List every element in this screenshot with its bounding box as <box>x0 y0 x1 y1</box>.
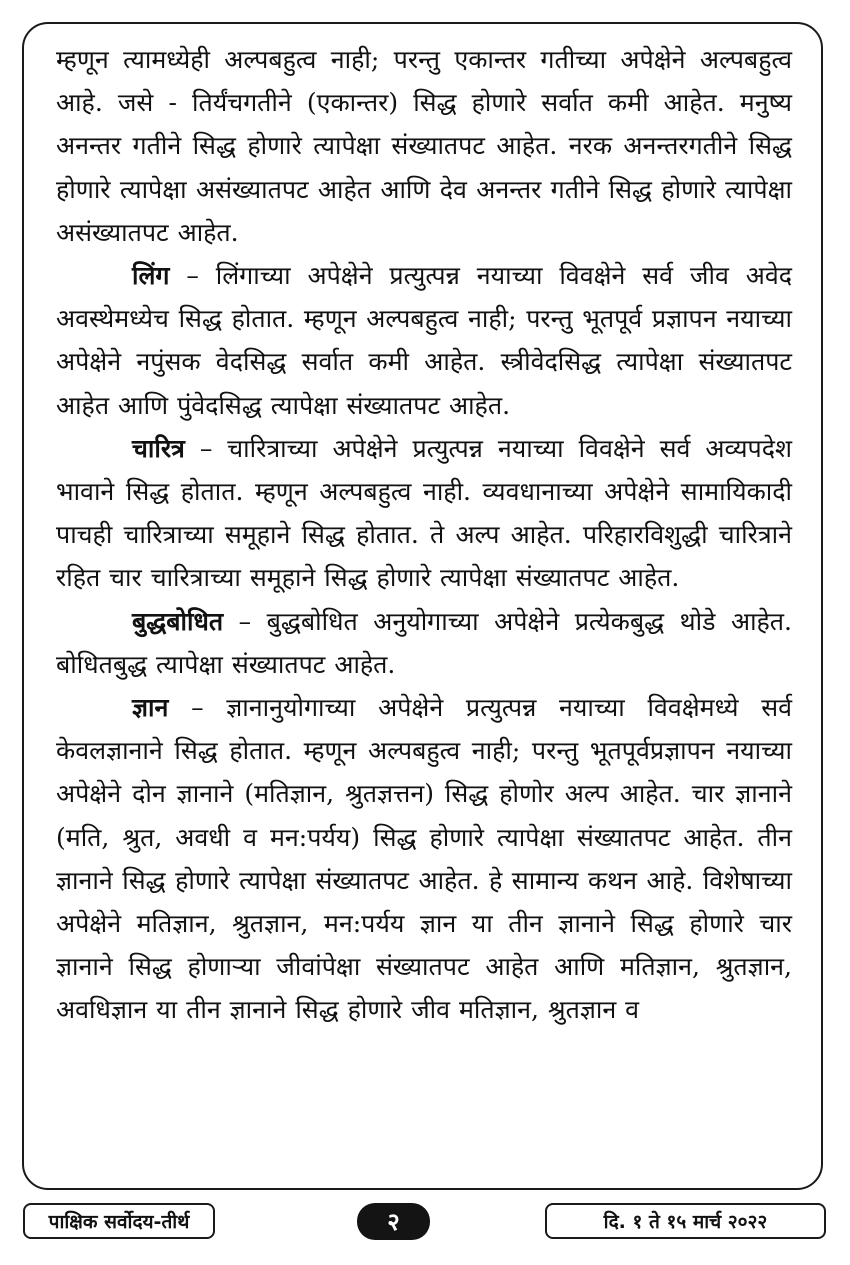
paragraph-text: – बुद्धबोधित अनुयोगाच्या अपेक्षेने प्रत्येकबुद्ध थोडे आहेत. बोधितबुद्ध त्यापेक्षा संख्यातपट आहेत. <box>56 606 792 679</box>
paragraph-ling <box>56 254 792 427</box>
section-term: चारित्र <box>132 433 185 463</box>
paragraph-text: म्हणून त्यामध्येही अल्पबहुत्व नाही; परन्तु एकान्तर गतीच्या अपेक्षेने अल्पबहुत्व आहे. जसे - तिर्यंचगतीने (एकान्तर) सिद्ध होणारे सर्वात कमी आहेत. मनुष्य अनन्तर गतीने सिद्ध होणारे त्यापेक्षा संख्यातपट आहेत. नरक अनन्तरगतीने सिद्ध होणारे त्यापेक्षा असंख्यातपट आहेत आणि देव अनन्तर गतीने सिद्ध होणारे त्यापेक्षा असंख्यातपट आहेत. <box>56 45 792 247</box>
publication-name: पाक्षिक सर्वोदय-तीर्थ <box>23 1203 215 1239</box>
issue-date: दि. १ ते १५ मार्च २०२२ <box>545 1203 826 1239</box>
section-term: लिंग <box>132 261 170 291</box>
paragraph-dnyan <box>56 686 792 1032</box>
paragraph-text: – ज्ञानानुयोगाच्या अपेक्षेने प्रत्युत्पन्न नयाच्या विवक्षेमध्ये सर्व केवलज्ञानाने सिद्ध होतात. म्हणून अल्पबहुत्व नाही; परन्तु भूतपूर्वप्रज्ञापन नयाच्या अपेक्षेने दोन ज्ञानाने (मतिज्ञान, श्रुतज्ञत्तन) सिद्ध होणोर अल्प आहेत. चार ज्ञानाने (मति, श्रुत, अवधी व मन:पर्यय) सिद्ध होणारे त्यापेक्षा संख्यातपट आहेत. तीन ज्ञानाने सिद्ध होणारे त्यापेक्षा संख्यातपट आहेत. हे सामान्य कथन आहे. विशेषाच्या अपेक्षेने मतिज्ञान, श्रुतज्ञान, मन:पर्यय ज्ञान या तीन ज्ञानाने सिद्ध होणारे चार ज्ञानाने सिद्ध होणाऱ्या जीवांपेक्षा संख्यातपट आहेत आणि मतिज्ञान, श्रुतज्ञान, अवधिज्ञान या तीन ज्ञानाने सिद्ध होणारे जीव मतिज्ञान, श्रुतज्ञान व <box>56 693 792 1025</box>
section-term: ज्ञान <box>132 693 169 723</box>
paragraph-buddhabodhit <box>56 600 792 686</box>
body-text <box>56 38 792 1032</box>
paragraph-text: – चारित्राच्या अपेक्षेने प्रत्युत्पन्न नयाच्या विवक्षेने सर्व अव्यपदेश भावाने सिद्ध होतात. म्हणून अल्पबहुत्व नाही. व्यवधानाच्या अपेक्षेने सामायिकादी पाचही चारित्राच्या समूहाने सिद्ध होतात. ते अल्प आहेत. परिहारविशुद्धी चारित्राने रहित चार चारित्राच्या समूहाने सिद्ध होणारे त्यापेक्षा संख्यातपट आहेत. <box>56 433 792 593</box>
section-term: बुद्धबोधित <box>132 606 224 636</box>
page-number: २ <box>357 1203 430 1240</box>
paragraph-text: – लिंगाच्या अपेक्षेने प्रत्युत्पन्न नयाच्या विवक्षेने सर्व जीव अवेद अवस्थेमध्येच सिद्ध होतात. म्हणून अल्पबहुत्व नाही; परन्तु भूतपूर्व प्रज्ञापन नयाच्या अपेक्षेने नपुंसक वेदसिद्ध सर्वात कमी आहेत. स्त्रीवेदसिद्ध त्यापेक्षा संख्यातपट आहेत आणि पुंवेदसिद्ध त्यापेक्षा संख्यातपट आहेत. <box>56 261 792 420</box>
paragraph-intro <box>56 38 792 254</box>
paragraph-charitra <box>56 427 792 600</box>
